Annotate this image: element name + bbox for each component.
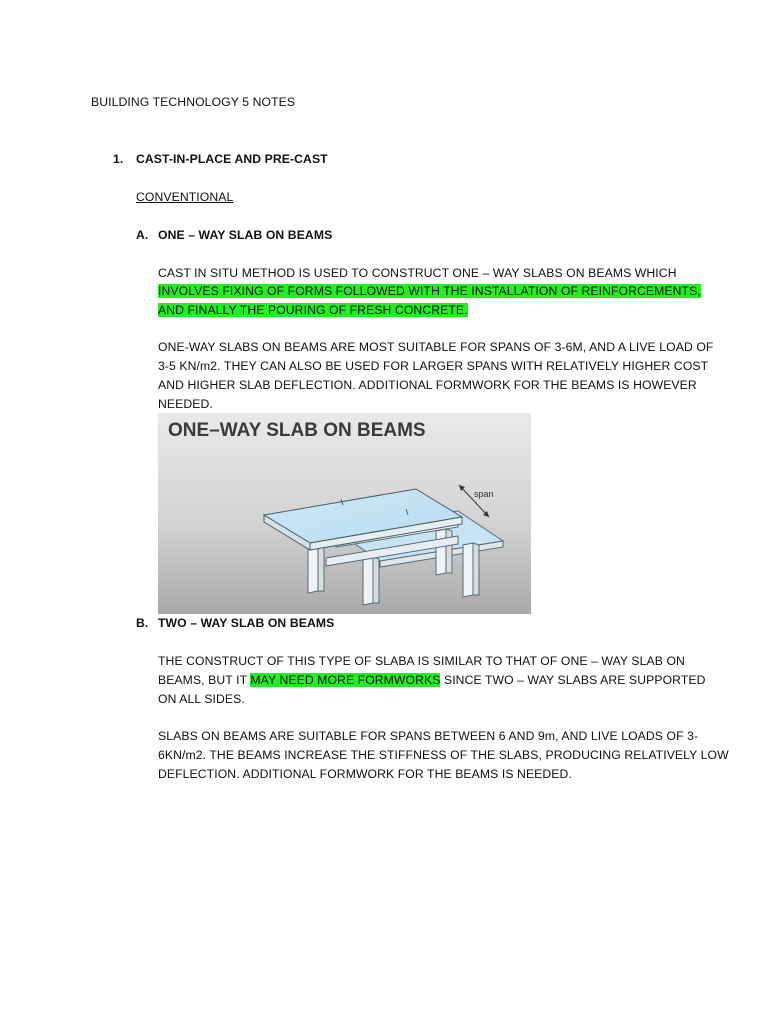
- item-a-p2-line4: NEEDED.: [158, 397, 213, 411]
- item-b-p2-line2: 6KN/m2. THE BEAMS INCREASE THE STIFFNESS OF THE SLABS, PRODUCING RELATIVELY LOW: [158, 748, 729, 762]
- figure-title: ONE–WAY SLAB ON BEAMS: [168, 420, 426, 441]
- item-a-p1-line1: CAST IN SITU METHOD IS USED TO CONSTRUCT ONE – WAY SLABS ON BEAMS WHICH: [158, 266, 677, 280]
- span-label: span: [474, 489, 494, 499]
- item-b-p1-line2-post: SINCE TWO – WAY SLABS ARE SUPPORTED: [440, 673, 706, 687]
- item-b-p1-line3: ON ALL SIDES.: [158, 692, 245, 706]
- item-b-p2-line1: SLABS ON BEAMS ARE SUITABLE FOR SPANS BETWEEN 6 AND 9m, AND LIVE LOADS OF 3-: [158, 729, 699, 743]
- item-b-letter: B.: [136, 616, 149, 630]
- item-b-p1-line2-pre: BEAMS, BUT IT: [158, 673, 251, 687]
- item-a-p1-line3: [158, 301, 468, 320]
- highlight: MAY NEED MORE FORMWORKS: [250, 673, 441, 687]
- item-b-p1-line1: THE CONSTRUCT OF THIS TYPE OF SLABA IS SIMILAR TO THAT OF ONE – WAY SLAB ON: [158, 654, 685, 668]
- item-b-title: TWO – WAY SLAB ON BEAMS: [158, 616, 335, 630]
- section-title: CAST-IN-PLACE AND PRE-CAST: [136, 152, 328, 166]
- highlight: AND FINALLY THE POURING OF FRESH CONCRETE.: [158, 303, 468, 317]
- document-title: BUILDING TECHNOLOGY 5 NOTES: [91, 95, 296, 109]
- item-a-letter: A.: [136, 228, 149, 242]
- section-number: 1.: [113, 152, 124, 166]
- highlight: INVOLVES FIXING OF FORMS FOLLOWED WITH THE INSTALLATION OF REINFORCEMENTS,: [158, 284, 701, 298]
- item-b-p2-line3: DEFLECTION. ADDITIONAL FORMWORK FOR THE BEAMS IS NEEDED.: [158, 767, 572, 781]
- item-a-p2-line3: AND HIGHER SLAB DEFLECTION. ADDITIONAL FORMWORK FOR THE BEAMS IS HOWEVER: [158, 378, 697, 392]
- item-b-p1-line2: [158, 671, 706, 690]
- item-a-p2-line1: ONE-WAY SLABS ON BEAMS ARE MOST SUITABLE FOR SPANS OF 3-6M, AND A LIVE LOAD OF: [158, 340, 714, 354]
- item-a-p2-line2: 3-5 KN/m2. THEY CAN ALSO BE USED FOR LARGER SPANS WITH RELATIVELY HIGHER COST: [158, 359, 709, 373]
- item-a-title: ONE – WAY SLAB ON BEAMS: [158, 228, 333, 242]
- item-a-p1-line2: [158, 282, 701, 301]
- one-way-slab-figure: [158, 413, 531, 614]
- subheading-conventional: CONVENTIONAL: [136, 190, 234, 204]
